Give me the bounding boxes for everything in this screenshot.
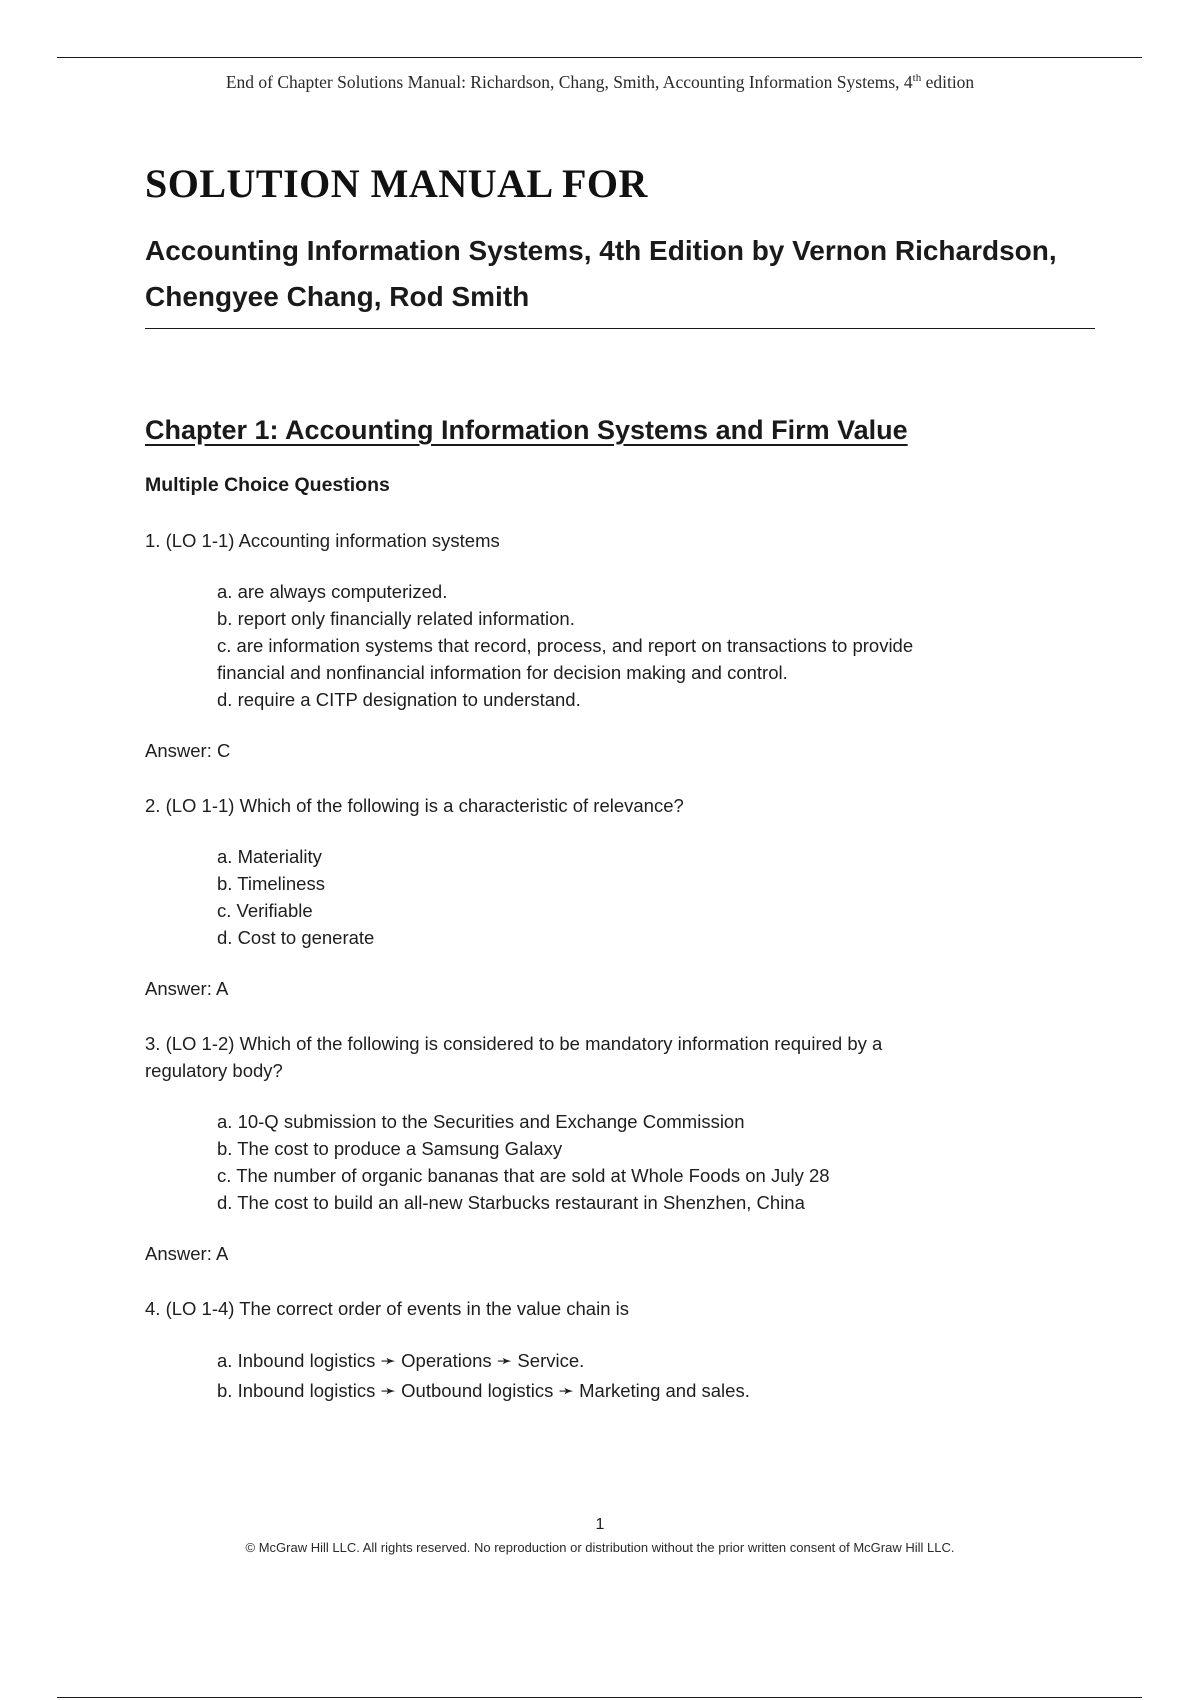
question-2-stem: 2. (LO 1-1) Which of the following is a characteristic of relevance? bbox=[145, 795, 684, 816]
option-text: b. The cost to produce a Samsung Galaxy bbox=[217, 1138, 563, 1159]
question-3-stem bbox=[145, 1030, 1095, 1084]
option-text: b. Inbound logistics ➛ Outbound logistics ➛ Marketing and sales. bbox=[217, 1380, 750, 1401]
option-text: d. The cost to build an all-new Starbucks restaurant in Shenzhen, China bbox=[217, 1192, 805, 1213]
question-1-options bbox=[217, 578, 1095, 713]
page-number: 1 bbox=[595, 1516, 605, 1533]
option-text: b. Timeliness bbox=[217, 873, 325, 894]
page-footer bbox=[0, 1516, 1200, 1555]
question-3-options bbox=[217, 1108, 1095, 1216]
running-header: End of Chapter Solutions Manual: Richardson, Chang, Smith, Accounting Information Systems, 4th edition bbox=[225, 72, 975, 92]
question-2-options bbox=[217, 843, 1095, 951]
option-text: c. The number of organic bananas that are sold at Whole Foods on July 28 bbox=[217, 1165, 830, 1186]
question-3-stem-line-2: regulatory body? bbox=[145, 1060, 283, 1081]
question-3-answer: Answer: A bbox=[145, 1243, 229, 1264]
book-subtitle bbox=[145, 228, 1095, 329]
question-3-stem-line-1: 3. (LO 1-2) Which of the following is considered to be mandatory information required by a bbox=[145, 1033, 883, 1054]
option-text: a. Inbound logistics ➛ Operations ➛ Service. bbox=[217, 1350, 585, 1371]
option-text: a. are always computerized. bbox=[217, 581, 448, 602]
option-text: a. Materiality bbox=[217, 846, 322, 867]
question-4-options bbox=[217, 1346, 1095, 1406]
subtitle-line-2: Chengyee Chang, Rod Smith bbox=[145, 281, 530, 312]
option-text: c. are information systems that record, process, and report on transactions to provide bbox=[217, 635, 914, 656]
main-title: SOLUTION MANUAL FOR bbox=[145, 161, 648, 206]
option-text: a. 10-Q submission to the Securities and Exchange Commission bbox=[217, 1111, 745, 1132]
question-1-stem: 1. (LO 1-1) Accounting information systems bbox=[145, 530, 500, 551]
option-text: b. report only financially related information. bbox=[217, 608, 575, 629]
question-4-stem: 4. (LO 1-4) The correct order of events in the value chain is bbox=[145, 1298, 629, 1319]
chapter-title: Chapter 1: Accounting Information Systems and Firm Value bbox=[145, 415, 908, 445]
page-content bbox=[145, 150, 1095, 1406]
top-rule bbox=[57, 57, 1142, 58]
option-text: d. require a CITP designation to understand. bbox=[217, 689, 581, 710]
running-header-superscript: th bbox=[912, 72, 922, 85]
option-text: d. Cost to generate bbox=[217, 927, 375, 948]
option-text: c. Verifiable bbox=[217, 900, 313, 921]
question-1-answer: Answer: C bbox=[145, 740, 231, 761]
question-2-answer: Answer: A bbox=[145, 978, 229, 999]
copyright-notice: © McGraw Hill LLC. All rights reserved. No reproduction or distribution without the prior written consent of McGraw Hill LLC. bbox=[245, 1540, 955, 1555]
option-text: financial and nonfinancial information for decision making and control. bbox=[217, 662, 788, 683]
subtitle-line-1: Accounting Information Systems, 4th Edition by Vernon Richardson, bbox=[145, 235, 1057, 266]
section-title: Multiple Choice Questions bbox=[145, 474, 390, 496]
bottom-rule bbox=[57, 1697, 1142, 1698]
